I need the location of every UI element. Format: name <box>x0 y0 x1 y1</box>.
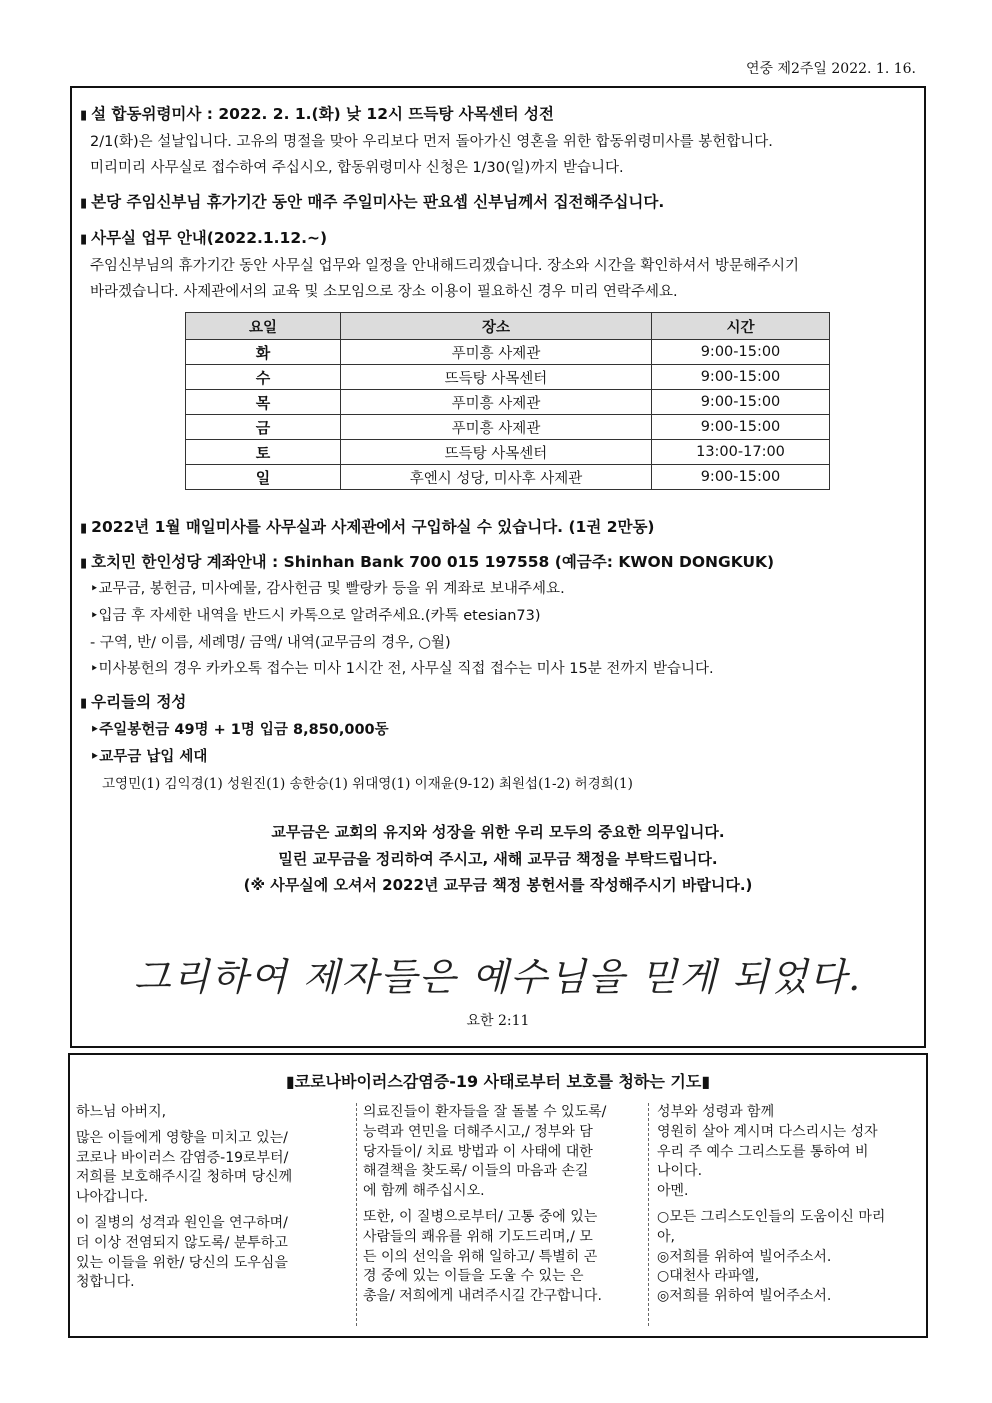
prayer-column-3 <box>648 1103 927 1326</box>
cell-time: 9:00-15:00 <box>652 465 830 490</box>
cell-place: 푸미흥 사제관 <box>341 340 652 365</box>
bullet-square-icon: ▮ <box>80 696 88 711</box>
cell-day: 화 <box>186 340 341 365</box>
prayer-paragraph: 의료진들이 환자들을 잘 돌볼 수 있도록/ 능력과 연민을 더해주시고,/ 정부와 담 당자들이/ 치료 방법과 이 사태에 대한 해결책을 찾도록/ 이들의 마음과 손길 에 함께 해주십시오. <box>363 1104 607 1200</box>
cell-time: 9:00-15:00 <box>652 415 830 440</box>
prayer-paragraph: 또한, 이 질병으로부터/ 고통 중에 있는 사람들의 쾌유를 위해 기도드리며,/ 모 든 이의 선익을 위해 일하고/ 특별히 곤 경 중에 있는 이들을 도울 수 있는 은 총을/ 저희에게 내려주시길 간구합니다. <box>363 1208 602 1305</box>
table-header-row <box>186 313 830 340</box>
cell-day: 토 <box>186 440 341 465</box>
header-place: 장소 <box>341 313 652 340</box>
prayer-paragraph: ○모든 그리스도인들의 도움이신 마리 아, ◎저희를 위하여 빌어주소서. ○대천사 라파엘, ◎저희를 위하여 빌어주소서. <box>657 1208 886 1305</box>
bullet-square-icon: ▮ <box>80 521 88 536</box>
prayer-paragraph: 하느님 아버지, <box>76 1104 167 1120</box>
announcements-box <box>70 86 926 1048</box>
scripture-reference: 요한 2:11 <box>466 1013 530 1029</box>
table-row <box>186 465 830 490</box>
table-row <box>186 365 830 390</box>
prayer-paragraph: 이 질병의 성격과 원인을 연구하며/ 더 이상 전염되지 않도록/ 분투하고 있는 이들을 위한/ 당신의 도우심을 청합니다. <box>76 1214 288 1291</box>
dues-notice-line-2: 밀린 교무금을 정리하여 주시고, 새해 교무금 책정을 부탁드립니다. <box>278 850 718 868</box>
cell-place: 뜨득탕 사목센터 <box>341 440 652 465</box>
section-sunday-mass-title: ▮ 본당 주임신부님 휴가기간 동안 매주 주일미사는 판요셉 신부님께서 집전해주십니다. <box>80 193 665 211</box>
table-row <box>186 340 830 365</box>
bank-line-4: ‣미사봉헌의 경우 카카오톡 접수는 미사 1시간 전, 사무실 직접 접수는 미사 15분 전까지 받습니다. <box>90 661 714 677</box>
dues-households-names: 고영민(1) 김익경(1) 성원진(1) 송한승(1) 위대영(1) 이재윤(9-12) 최원섭(1-2) 허경희(1) <box>102 776 633 792</box>
table-row <box>186 390 830 415</box>
bullet-square-icon: ▮ <box>80 556 88 571</box>
table-row <box>186 440 830 465</box>
header-time: 시간 <box>652 313 830 340</box>
cell-place: 뜨득탕 사목센터 <box>341 365 652 390</box>
cell-time: 9:00-15:00 <box>652 390 830 415</box>
prayer-column-2 <box>356 1103 653 1326</box>
memorial-mass-line-1: 2/1(화)은 설날입니다. 고유의 명절을 맞아 우리보다 먼저 돌아가신 영혼을 위한 합동위령미사를 봉헌합니다. <box>90 134 773 150</box>
cell-day: 금 <box>186 415 341 440</box>
section-office-info-title: ▮ 사무실 업무 안내(2022.1.12.~) <box>80 229 328 247</box>
table-row <box>186 415 830 440</box>
covid-prayer-box <box>68 1053 928 1338</box>
cell-day: 목 <box>186 390 341 415</box>
scripture-verse: 그리하여 제자들은 예수님을 믿게 되었다. <box>133 955 863 999</box>
section-daily-missal-title: ▮ 2022년 1월 매일미사를 사무실과 사제관에서 구입하실 수 있습니다. (1권 2만동) <box>80 518 655 536</box>
prayer-paragraph: 많은 이들에게 영향을 미치고 있는/ 코로나 바이러스 감염증-19로부터/ 저희를 보호해주시길 청하며 당신께 나아갑니다. <box>76 1129 293 1206</box>
office-info-line-2: 바라겠습니다. 사제관에서의 교육 및 소모임으로 장소 이용이 필요하신 경우 미리 연락주세요. <box>90 284 678 300</box>
prayer-title: ▮코로나바이러스감염증-19 사태로부터 보호를 청하는 기도▮ <box>285 1072 711 1091</box>
section-bank-account-title: ▮ 호치민 한인성당 계좌안내 : Shinhan Bank 700 015 197558 (예금주: KWON DONGKUK) <box>80 553 775 571</box>
office-info-line-1: 주임신부님의 휴가기간 동안 사무실 업무와 일정을 안내해드리겠습니다. 장소와 시간을 확인하셔서 방문해주시기 <box>90 258 800 274</box>
dues-notice-line-3: (※ 사무실에 오셔서 2022년 교무금 책정 봉헌서를 작성해주시기 바랍니다.) <box>243 876 753 894</box>
bullet-square-icon: ▮ <box>80 232 88 247</box>
dues-notice-line-1: 교무금은 교회의 유지와 성장을 위한 우리 모두의 중요한 의무입니다. <box>271 823 725 841</box>
bank-line-3: - 구역, 반/ 이름, 세례명/ 금액/ 내역(교무금의 경우, ○월) <box>90 635 451 651</box>
cell-time: 13:00-17:00 <box>652 440 830 465</box>
bank-line-1: ‣교무금, 봉헌금, 미사예물, 감사헌금 및 빨랑카 등을 위 계좌로 보내주세요. <box>90 581 565 597</box>
cell-place: 푸미흥 사제관 <box>341 415 652 440</box>
prayer-column-1 <box>76 1103 346 1326</box>
bulletin-date: 연중 제2주일 2022. 1. 16. <box>745 61 916 77</box>
cell-time: 9:00-15:00 <box>652 365 830 390</box>
bank-line-2: ‣입금 후 자세한 내역을 반드시 카톡으로 알려주세요.(카톡 etesian73) <box>90 608 541 624</box>
memorial-mass-line-2: 미리미리 사무실로 접수하여 주십시오, 합동위령미사 신청은 1/30(일)까지 받습니다. <box>90 160 624 176</box>
office-schedule-table <box>185 312 830 490</box>
bullet-square-icon: ▮ <box>80 196 88 211</box>
dues-households-heading: ‣교무금 납입 세대 <box>90 749 208 765</box>
cell-day: 일 <box>186 465 341 490</box>
section-memorial-mass-title: ▮ 설 합동위령미사 : 2022. 2. 1.(화) 낮 12시 뜨득탕 사목센터 성전 <box>80 105 554 123</box>
cell-place: 푸미흥 사제관 <box>341 390 652 415</box>
cell-time: 9:00-15:00 <box>652 340 830 365</box>
bullet-square-icon: ▮ <box>80 108 88 123</box>
prayer-paragraph: 성부와 성령과 함께 영원히 살아 계시며 다스리시는 성자 우리 주 예수 그리스도를 통하여 비 나이다. 아멘. <box>657 1104 878 1200</box>
cell-day: 수 <box>186 365 341 390</box>
section-offerings-title: ▮ 우리들의 정성 <box>80 693 187 711</box>
sunday-offering-summary: ‣주일봉헌금 49명 + 1명 입금 8,850,000동 <box>90 722 389 738</box>
header-day: 요일 <box>186 313 341 340</box>
cell-place: 후엔시 성당, 미사후 사제관 <box>341 465 652 490</box>
